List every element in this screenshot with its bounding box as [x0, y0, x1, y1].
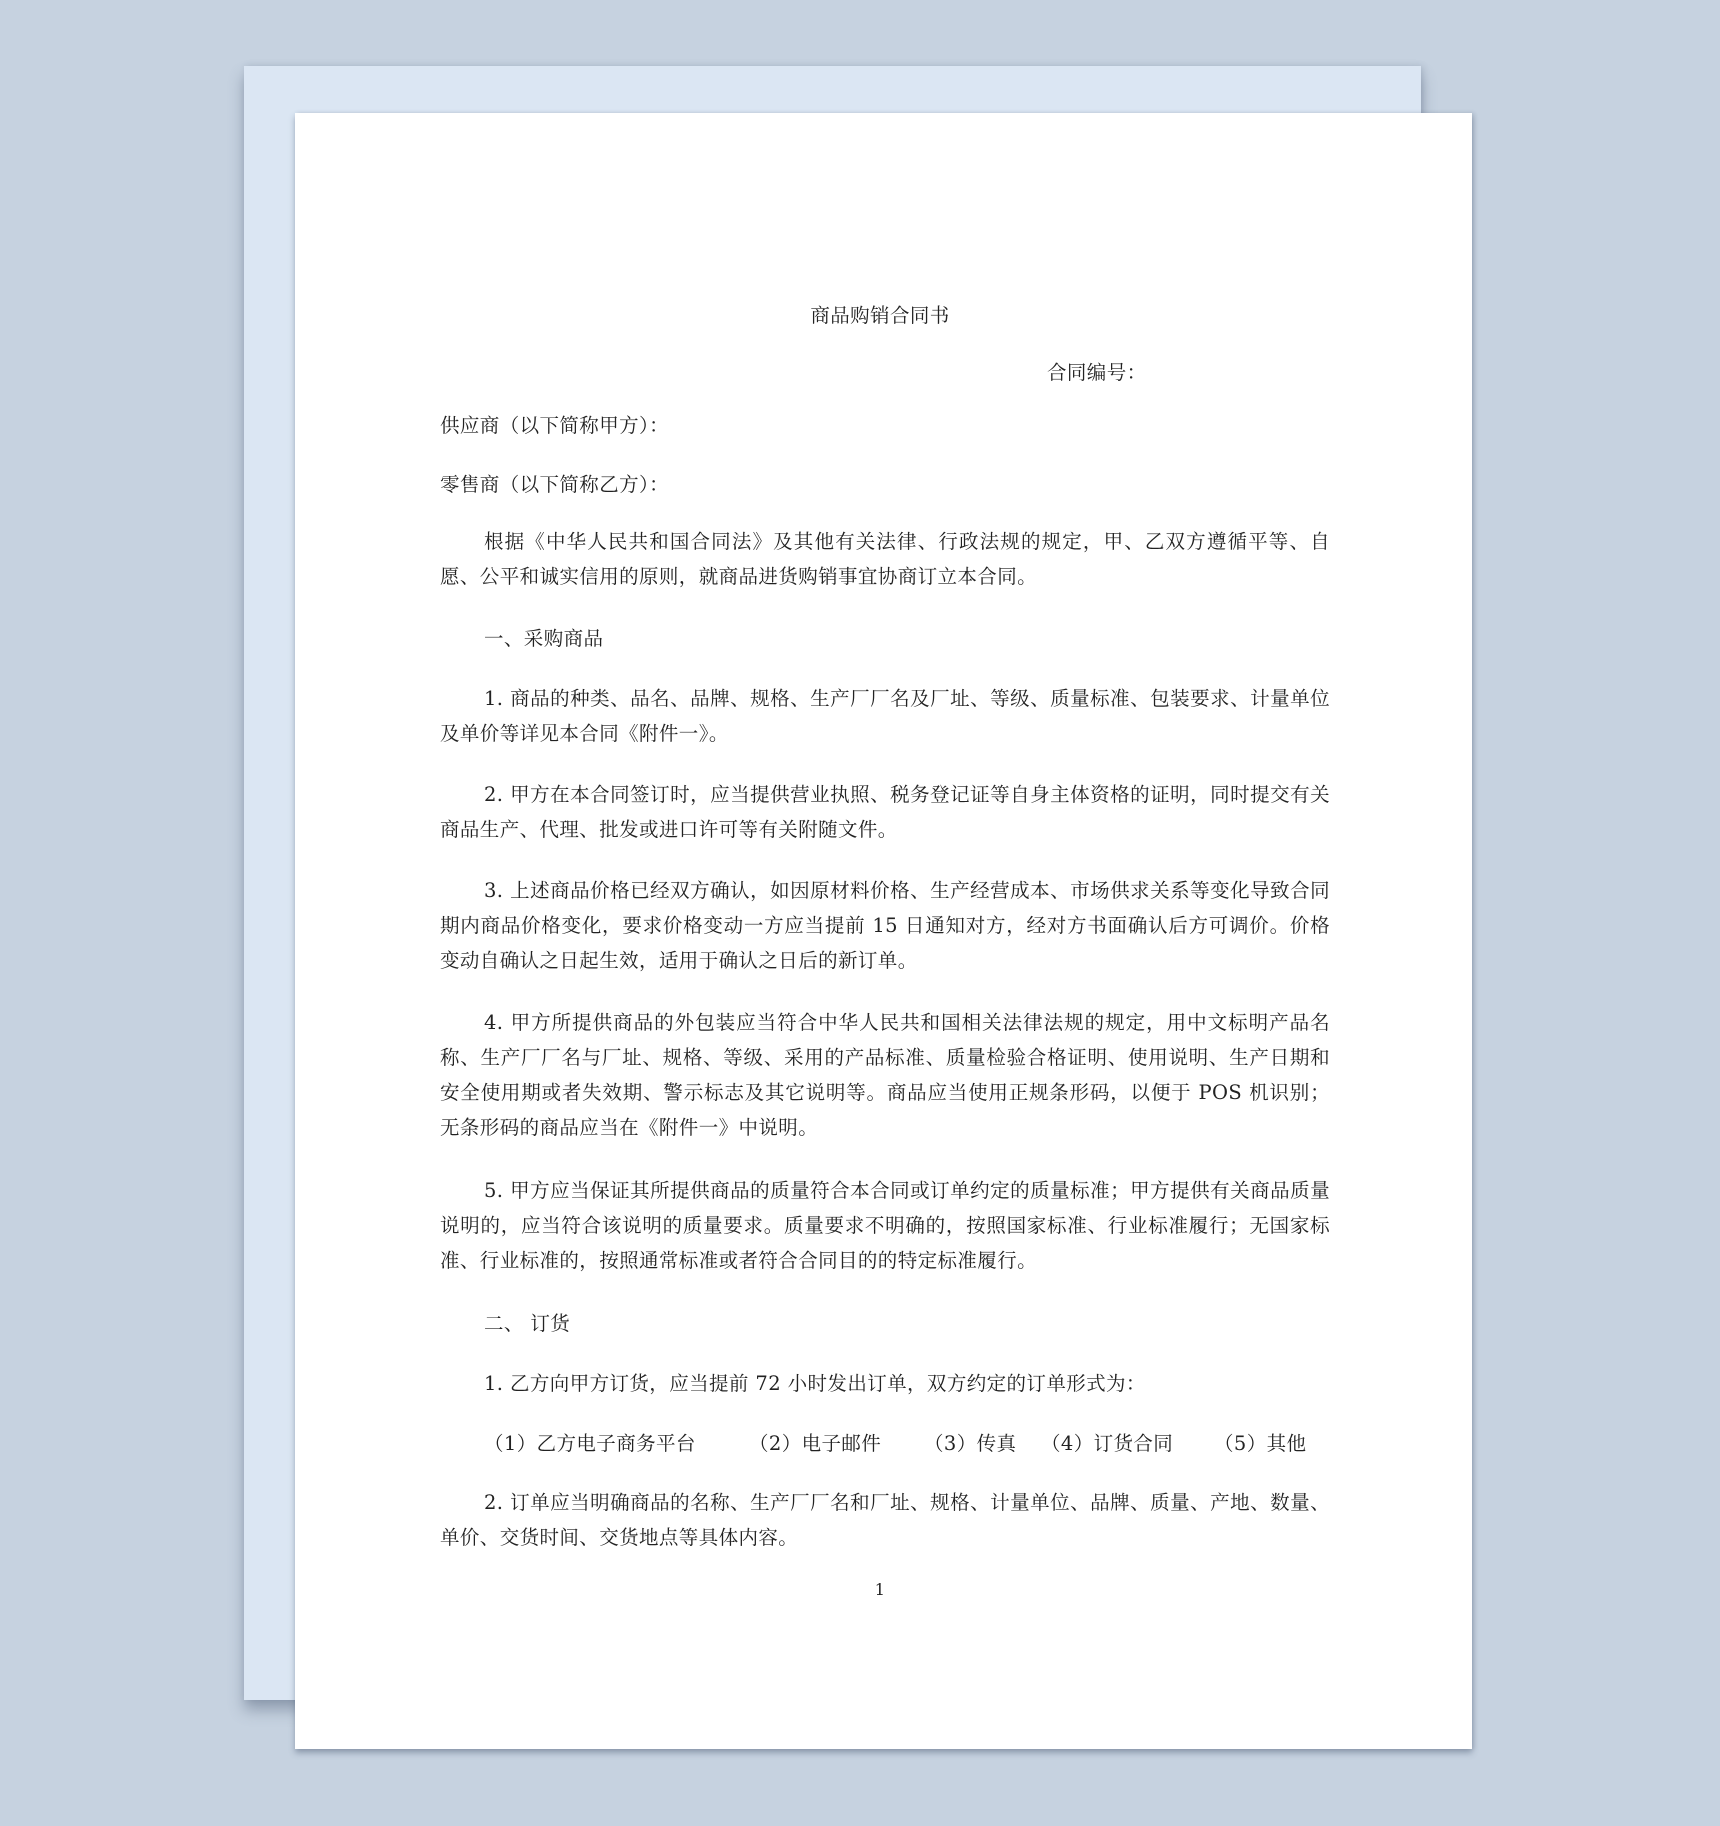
section-heading: 二、 订货 — [484, 1312, 571, 1335]
clause-paragraph: 3. 上述商品价格已经双方确认，如因原材料价格、生产经营成本、市场供求关系等变化导致合同期内商品价格变化，要求价格变动一方应当提前 15 日通知对方，经对方书面确认后方可调价。价格变动自确认之日起生效，适用于确认之日后的新订单。 — [440, 879, 1330, 972]
order-form-option: （1）乙方电子商务平台 — [484, 1432, 696, 1455]
section-heading: 一、采购商品 — [484, 627, 604, 650]
document-title: 商品购销合同书 — [810, 304, 950, 327]
order-form-option: （3）传真 — [924, 1432, 1017, 1455]
supplier-label: 供应商（以下简称甲方）： — [440, 414, 670, 437]
preamble-paragraph: 根据《中华人民共和国合同法》及其他有关法律、行政法规的规定，甲、乙双方遵循平等、自愿、公平和诚实信用的原则，就商品进货购销事宜协商订立本合同。 — [440, 530, 1330, 588]
contract-number-label: 合同编号： — [1047, 361, 1147, 384]
retailer-label: 零售商（以下简称乙方）： — [440, 473, 670, 496]
clause-paragraph: 5. 甲方应当保证其所提供商品的质量符合本合同或订单约定的质量标准；甲方提供有关商品质量说明的，应当符合该说明的质量要求。质量要求不明确的，按照国家标准、行业标准履行；无国家标准、行业标准的，按照通常标准或者符合合同目的的特定标准履行。 — [440, 1179, 1330, 1272]
document-page — [295, 113, 1472, 1749]
order-form-options — [484, 1426, 1306, 1461]
clause-paragraph: 4. 甲方所提供商品的外包装应当符合中华人民共和国相关法律法规的规定，用中文标明产品名称、生产厂厂名与厂址、规格、等级、采用的产品标准、质量检验合格证明、使用说明、生产日期和安全使用期或者失效期、警示标志及其它说明等。商品应当使用正规条形码，以便于 POS 机识别；无条形码的商品应当在《附件一》中说明。 — [440, 1011, 1330, 1139]
order-form-option: （5）其他 — [1214, 1432, 1307, 1455]
clause-paragraph: 1. 乙方向甲方订货，应当提前 72 小时发出订单，双方约定的订单形式为： — [484, 1372, 1146, 1395]
clause-paragraph: 1. 商品的种类、品名、品牌、规格、生产厂厂名及厂址、等级、质量标准、包装要求、计量单位及单价等详见本合同《附件一》。 — [440, 687, 1330, 745]
order-form-option: （4）订货合同 — [1041, 1432, 1174, 1455]
page-number: 1 — [874, 1580, 886, 1599]
order-form-option: （2）电子邮件 — [749, 1432, 882, 1455]
clause-paragraph: 2. 甲方在本合同签订时，应当提供营业执照、税务登记证等自身主体资格的证明，同时提交有关商品生产、代理、批发或进口许可等有关附随文件。 — [440, 783, 1330, 841]
clause-paragraph: 2. 订单应当明确商品的名称、生产厂厂名和厂址、规格、计量单位、品牌、质量、产地、数量、单价、交货时间、交货地点等具体内容。 — [440, 1491, 1330, 1549]
